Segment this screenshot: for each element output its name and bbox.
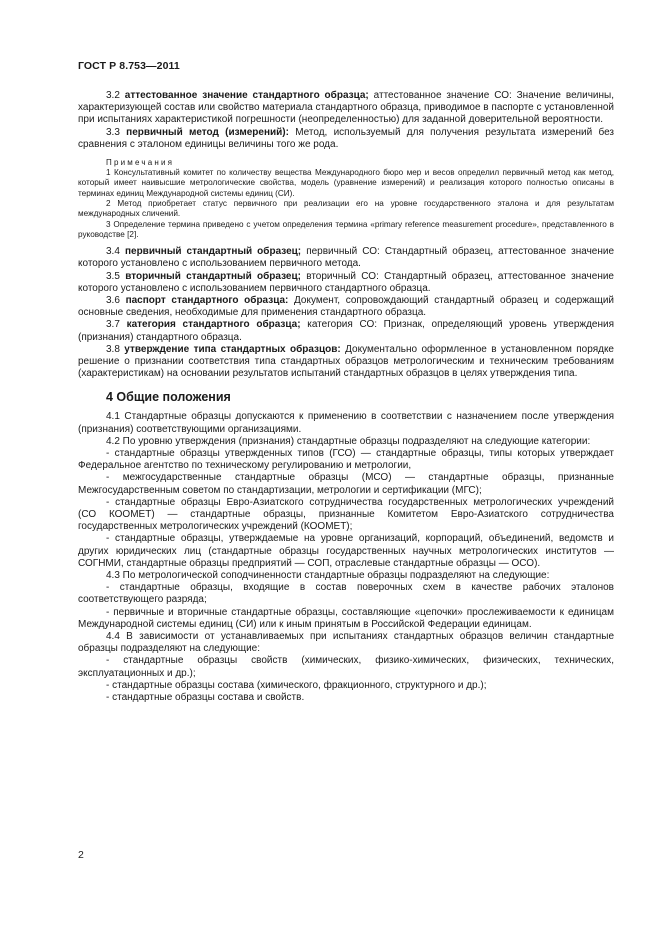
list-item: - стандартные образцы состава (химического, фракционного, структурного и др.); xyxy=(106,679,487,691)
term-3-6: 3.6 паспорт стандартного образца: Документ, сопровождающий стандартный образец и содержащий основные сведения, необходимые для применения стандартного образца. xyxy=(78,294,615,319)
term-3-4: 3.4 первичный стандартный образец; первичный СО: Стандартный образец, аттестованное значение которого установлено с использованием первичного метода. xyxy=(78,246,615,270)
term-3-3: 3.3 первичный метод (измерений): Метод, используемый для получения результата измерений без сравнения с эталоном единицы величины того же рода. xyxy=(78,126,615,150)
document-header: ГОСТ Р 8.753—2011 xyxy=(78,60,180,72)
note-1: 1 Консультативный комитет по количеству вещества Международного бюро мер и весов определил первичный метод как метод, который имеет наивысшие метрологические свойства, модель (уравнение измерений) и реализация которого полностью описаны в терминах единиц Международной системы единиц (СИ). xyxy=(78,168,614,198)
section-4-heading: 4 Общие положения xyxy=(106,390,231,405)
term-3-8: 3.8 утверждение типа стандартных образцов: Документально оформленное в установленном порядке решение о признании соответствия типа стандартных образцов метрологическим и техническим требованиям (характеристикам) на основании результатов испытаний стандартных образцов в целях утверждения типа. xyxy=(78,343,614,380)
list-item: - стандартные образцы Евро-Азиатского сотрудничества государственных метрологических учреждений (СО КООМЕТ) — стандартные образцы, признанные Комитетом Евро-Азиатского сотрудничества государственных метрологических учреждений (КООМЕТ); xyxy=(78,496,614,533)
list-item: - стандартные образцы, утверждаемые на уровне организаций, корпораций, объединений, ведомств и других юридических лиц (стандартные образцы государственных научных метрологических институтов — СОГНМИ, стандартные образцы предприятий — СОП, отраслевые стандартные образцы — ОСО). xyxy=(78,533,614,569)
paragraph-4-1: 4.1 Стандартные образцы допускаются к применению в соответствии с назначением после утверждения (признания) соответствующими организациями. xyxy=(78,411,614,435)
note-2: 2 Метод приобретает статус первичного при реализации его на уровне государственного эталона и для результатам международных сличений. xyxy=(78,198,614,219)
note-3: 3 Определение термина приведено с учетом определения термина «primary reference measurement procedure», представленного в руководстве [2]. xyxy=(78,219,614,239)
notes-title: Примечания xyxy=(106,158,175,168)
paragraph-4-4: 4.4 В зависимости от устанавливаемых при испытаниях стандартных образцов величин стандартные образцы подразделяют на следующие: xyxy=(78,630,614,655)
list-item: - стандартные образцы утвержденных типов (ГСО) — стандартные образцы, типы которых утверждает Федеральное агентство по техническому регулированию и метрологии, xyxy=(78,447,614,472)
list-item: - межгосударственные стандартные образцы (МСО) — стандартные образцы, признанные Межгосударственным советом по стандартизации, метрологии и сертификации (МГС); xyxy=(78,472,614,496)
paragraph-4-3: 4.3 По метрологической соподчиненности стандартные образцы подразделяют на следующие: xyxy=(106,569,550,581)
page-content xyxy=(78,90,614,704)
list-item: - стандартные образцы свойств (химических, физико-химических, физических, технических, эксплуатационных и др.); xyxy=(78,655,614,679)
page-number: 2 xyxy=(78,849,84,861)
paragraph-4-2: 4.2 По уровню утверждения (признания) стандартные образцы подразделяют на следующие категории: xyxy=(106,435,591,447)
list-item: - стандартные образцы, входящие в состав поверочных схем в качестве рабочих эталонов соответствующего разряда; xyxy=(78,582,614,606)
list-item: - стандартные образцы состава и свойств. xyxy=(106,692,305,703)
term-3-2: 3.2 аттестованное значение стандартного образца; аттестованное значение СО: Значение величины, характеризующей состав или свойство материала стандартного образца, приводимое в паспорте с установленной при испытаниях характеристикой погрешности (неопределенностью) для заданной доверительной вероятности. xyxy=(78,90,615,126)
term-3-5: 3.5 вторичный стандартный образец; вторичный СО: Стандартный образец, аттестованное значение которого установлено с использованием первичного стандартного образца. xyxy=(78,270,614,294)
term-3-7: 3.7 категория стандартного образца; категория СО: Признак, определяющий уровень утверждения (признания) стандартного образца. xyxy=(78,319,614,343)
list-item: - первичные и вторичные стандартные образцы, составляющие «цепочки» прослеживаемости к единицам Международной системы единиц (СИ) или к иным принятым в Российской Федерации единицам. xyxy=(78,606,614,630)
